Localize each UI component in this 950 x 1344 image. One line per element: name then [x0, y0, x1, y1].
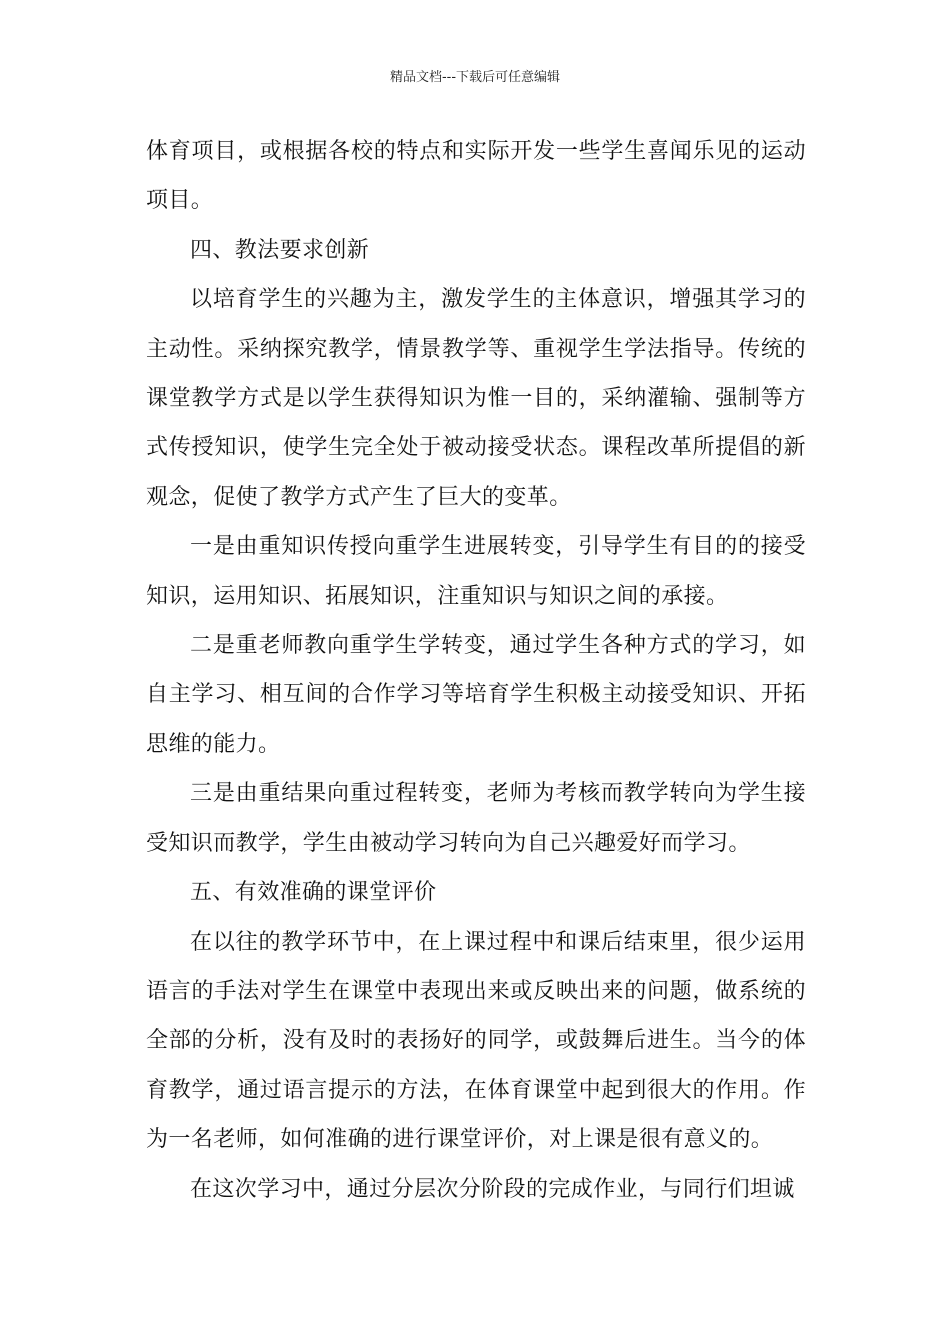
- section-heading-5: 五、有效准确的课堂评价: [190, 880, 437, 906]
- paragraph: 在以往的教学环节中，在上课过程中和课后结束里，很少运用语言的手法对学生在课堂中表现出来或反映出来的问题，做系统的全部的分析，没有及时的表扬好的同学，或鼓舞后进生。当今的体育教学，通过语言提示的方法，在体育课堂中起到很大的作用。作为一名老师，如何准确的进行课堂评价，对上课是很有意义的。: [146, 929, 806, 1153]
- paragraph: 二是重老师教向重学生学转变，通过学生各种方式的学习，如自主学习、相互间的合作学习等培育学生积极主动接受知识、开拓思维的能力。: [146, 633, 806, 757]
- paragraph: 以培育学生的兴趣为主，激发学生的主体意识，增强其学习的主动性。采纳探究教学，情景教学等、重视学生学法指导。传统的课堂教学方式是以学生获得知识为惟一目的，采纳灌输、强制等方式传授知识，使学生完全处于被动接受状态。课程改革所提倡的新观念，促使了教学方式产生了巨大的变革。: [146, 287, 806, 510]
- paragraph: 在这次学习中，通过分层次分阶段的完成作业，与同行们坦诚: [190, 1176, 795, 1202]
- section-heading-4: 四、教法要求创新: [190, 237, 370, 263]
- paragraph: 一是由重知识传授向重学生进展转变，引导学生有目的的接受知识，运用知识、拓展知识，注重知识与知识之间的承接。: [146, 534, 806, 609]
- page-header: 精品文档---下载后可任意编辑: [389, 70, 561, 85]
- paragraph-continuation: 体育项目，或根据各校的特点和实际开发一些学生喜闻乐见的运动项目。: [146, 139, 806, 214]
- paragraph: 三是由重结果向重过程转变，老师为考核而教学转向为学生接受知识而教学，学生由被动学习转向为自己兴趣爱好而学习。: [146, 781, 806, 856]
- document-body: [146, 127, 806, 1214]
